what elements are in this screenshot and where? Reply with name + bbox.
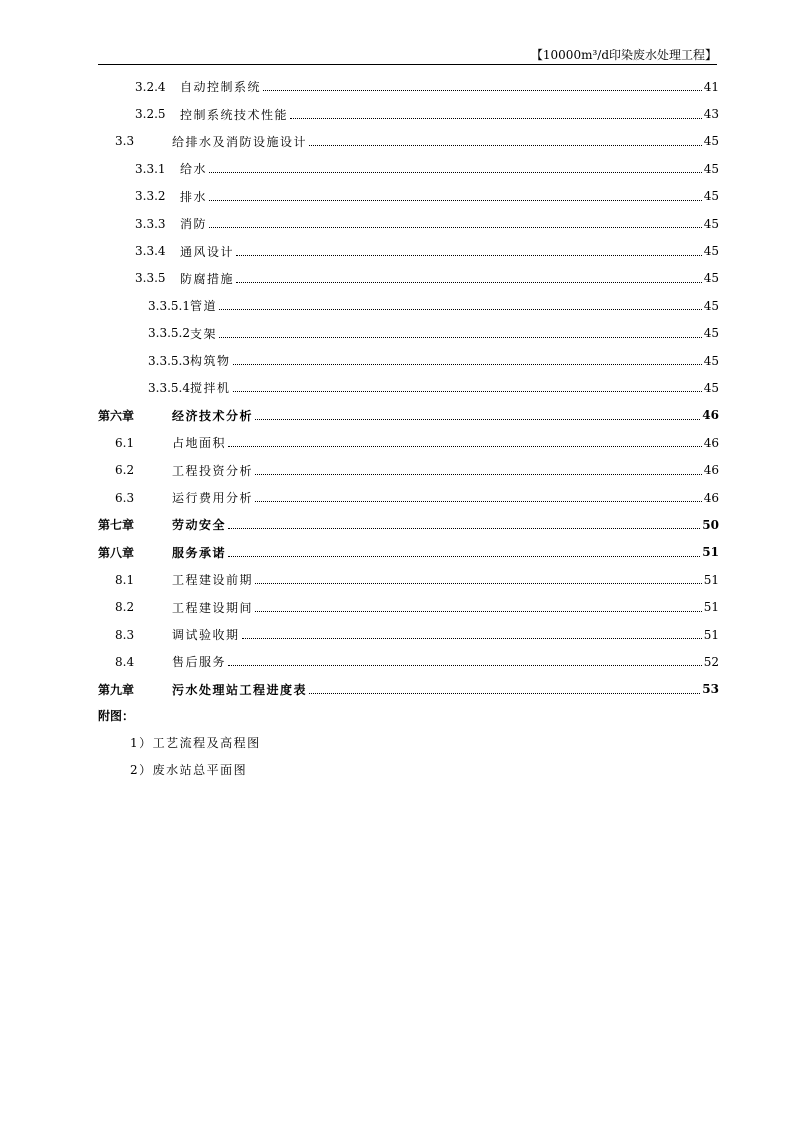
toc-entry[interactable] (98, 593, 719, 620)
toc-entry-page: 46 (703, 490, 719, 505)
toc-entry-title: 给水 (180, 162, 208, 177)
toc-entry-page: 45 (703, 134, 719, 149)
toc-entry[interactable] (98, 237, 719, 264)
toc-entry-title: 工程建设期间 (172, 600, 254, 615)
page-header (98, 46, 717, 65)
dot-leader (255, 611, 702, 612)
dot-leader (255, 583, 702, 584)
toc-entry-page: 46 (703, 463, 719, 478)
toc-entry-page: 50 (702, 517, 719, 532)
dot-leader (255, 474, 702, 475)
toc-entry[interactable] (98, 621, 719, 648)
dot-leader (209, 172, 702, 173)
toc-entry-page: 45 (703, 326, 719, 341)
dot-leader (233, 364, 702, 365)
dot-leader (290, 118, 702, 119)
dot-leader (209, 200, 702, 201)
toc-entry[interactable] (98, 456, 719, 483)
toc-entry-page: 45 (703, 161, 719, 176)
toc-entry-number: 8.4 (115, 654, 135, 669)
toc-entry[interactable] (98, 374, 719, 401)
toc-entry-page: 46 (702, 408, 719, 423)
dot-leader (236, 282, 702, 283)
dot-leader (309, 693, 700, 694)
toc-entry-page: 51 (703, 600, 719, 615)
toc-entry-page: 45 (703, 298, 719, 313)
toc-entry-title: 防腐措施 (180, 271, 235, 286)
appendix-item: 2）废水站总平面图 (130, 763, 248, 778)
dot-leader (228, 446, 702, 447)
toc-entry-title: 服务承诺 (172, 545, 227, 560)
toc-entry-page: 43 (703, 107, 719, 122)
toc-entry[interactable] (98, 320, 719, 347)
toc-entry[interactable] (98, 155, 719, 182)
toc-entry-number: 6.2 (115, 463, 135, 478)
toc-entry[interactable] (98, 73, 719, 100)
toc-entry[interactable] (98, 676, 719, 703)
toc-entry[interactable] (98, 402, 719, 429)
toc-entry-page: 45 (703, 189, 719, 204)
toc-entry-page: 45 (703, 353, 719, 368)
toc-entry-number: 3.3.2 (135, 189, 166, 204)
toc-entry-title: 工程建设前期 (172, 573, 254, 588)
toc-entry-page: 51 (703, 572, 719, 587)
toc-entry[interactable] (98, 429, 719, 456)
appendix-heading: 附图： (98, 708, 135, 723)
toc-entry[interactable] (98, 128, 719, 155)
toc-entry-title: 管道 (189, 299, 217, 314)
dot-leader (209, 227, 702, 228)
toc-entry-number: 8.3 (115, 627, 135, 642)
toc-entry-number: 8.1 (115, 572, 135, 587)
header-title: 【10000m³/d印染废水处理工程】 (530, 48, 717, 62)
toc-entry-number: 3.3.3 (135, 216, 166, 231)
toc-entry-title: 占地面积 (172, 436, 227, 451)
toc-entry-page: 51 (703, 627, 719, 642)
toc-entry-page: 45 (703, 271, 719, 286)
toc-entry[interactable] (98, 292, 719, 319)
toc-entry-number: 3.3.4 (135, 244, 166, 259)
dot-leader (228, 665, 702, 666)
toc-entry-title: 构筑物 (189, 354, 231, 369)
toc-entry-title: 经济技术分析 (172, 408, 254, 423)
toc-entry-number: 3.3.5.3 (148, 353, 190, 368)
toc-entry-page: 52 (703, 654, 719, 669)
dot-leader (228, 556, 700, 557)
toc-entry-page: 41 (703, 79, 719, 94)
toc-entry-number: 6.1 (115, 435, 135, 450)
toc-entry-page: 51 (702, 545, 719, 560)
toc-entry-title: 售后服务 (172, 655, 227, 670)
toc-entry-title: 污水处理站工程进度表 (172, 682, 308, 697)
dot-leader (242, 638, 702, 639)
toc-entry[interactable] (98, 648, 719, 675)
toc-entry-title: 工程投资分析 (172, 463, 254, 478)
toc-entry-number: 3.2.5 (135, 107, 166, 122)
toc-entry-number: 3.3.5.2 (148, 326, 190, 341)
toc-entry-title: 支架 (189, 326, 217, 341)
table-of-contents (98, 73, 719, 785)
dot-leader (228, 528, 700, 529)
toc-entry[interactable] (98, 183, 719, 210)
toc-entry-page: 45 (703, 216, 719, 231)
toc-entry-title: 给排水及消防设施设计 (172, 134, 308, 149)
dot-leader (309, 145, 702, 146)
toc-entry-title: 排水 (180, 189, 208, 204)
toc-entry[interactable] (98, 210, 719, 237)
toc-entry-number: 3.3.1 (135, 161, 166, 176)
toc-entry-title: 调试验收期 (172, 628, 240, 642)
toc-entry-number: 3.3.5.4 (148, 380, 190, 395)
dot-leader (255, 501, 702, 502)
appendix-item: 1）工艺流程及高程图 (130, 735, 261, 750)
dot-leader (219, 309, 702, 310)
toc-entry-title: 搅拌机 (189, 381, 231, 396)
toc-entry[interactable] (98, 265, 719, 292)
toc-entry-title: 运行费用分析 (172, 491, 254, 506)
toc-entry-number: 第六章 (98, 408, 135, 423)
toc-entry-number: 3.3.5.1 (148, 298, 190, 313)
toc-entry-number: 6.3 (115, 490, 135, 505)
toc-entry-number: 3.3 (115, 134, 135, 149)
toc-entry-number: 第七章 (98, 518, 135, 533)
toc-entry-page: 46 (703, 435, 719, 450)
dot-leader (236, 255, 702, 256)
toc-entry-number: 3.3.5 (135, 271, 166, 286)
dot-leader (263, 90, 702, 91)
toc-entry-title: 通风设计 (180, 244, 235, 259)
toc-entry-title: 控制系统技术性能 (180, 107, 289, 122)
toc-entry-page: 45 (703, 244, 719, 259)
toc-entry-title: 消防 (180, 217, 208, 232)
toc-entry-page: 53 (702, 682, 719, 697)
dot-leader (233, 391, 702, 392)
toc-entry-number: 8.2 (115, 600, 135, 615)
toc-entry-page: 45 (703, 380, 719, 395)
toc-entry[interactable] (98, 347, 719, 374)
toc-entry[interactable] (98, 566, 719, 593)
toc-entry-number: 第八章 (98, 545, 135, 560)
toc-entry-number: 第九章 (98, 682, 135, 697)
toc-entry-number: 3.2.4 (135, 79, 166, 94)
dot-leader (219, 337, 702, 338)
dot-leader (255, 419, 700, 420)
toc-entry[interactable] (98, 539, 719, 566)
toc-entry[interactable] (98, 484, 719, 511)
toc-entry-title: 自动控制系统 (180, 80, 262, 95)
toc-entry-title: 劳动安全 (172, 518, 227, 533)
toc-entry[interactable] (98, 100, 719, 127)
toc-entry[interactable] (98, 511, 719, 538)
